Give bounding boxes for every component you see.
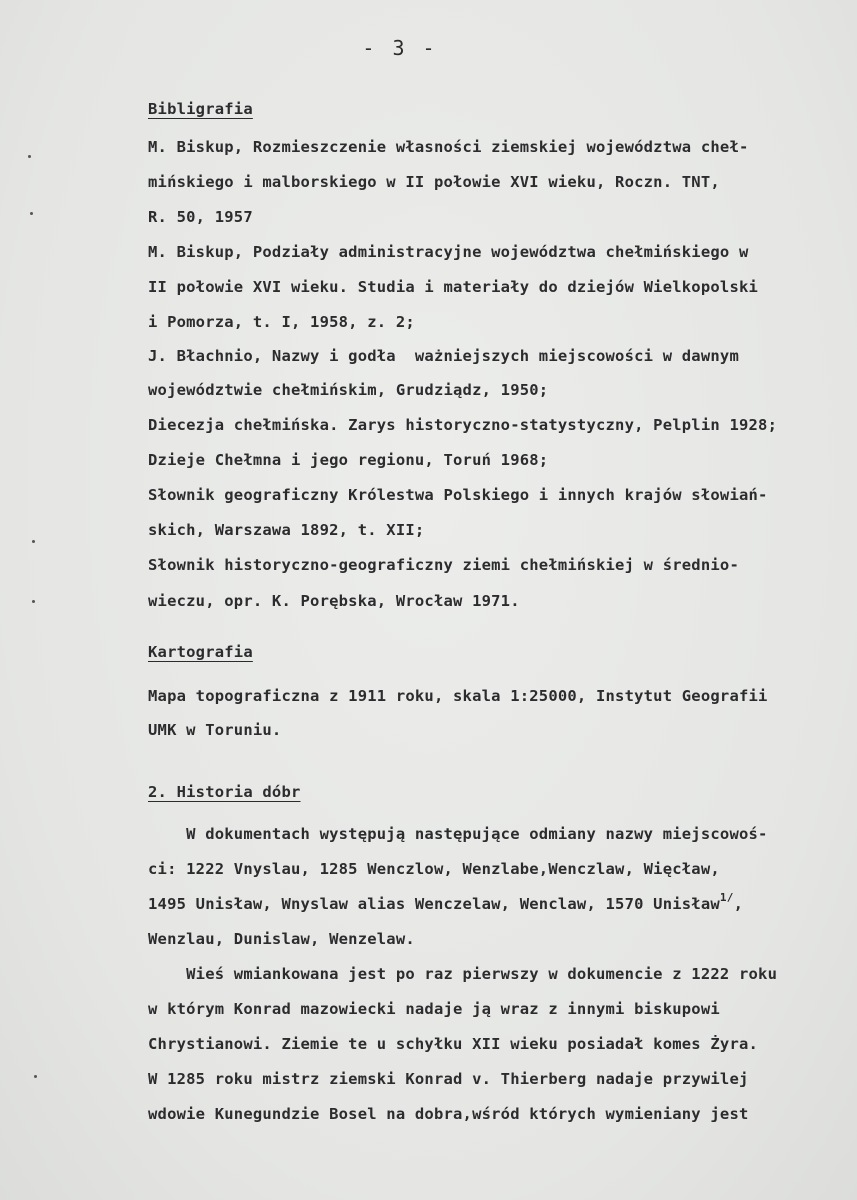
history-line: Chrystianowi. Ziemie te u schyłku XII wieku posiadał komes Żyra. — [148, 1035, 759, 1053]
cartography-line: UMK w Toruniu. — [148, 721, 282, 739]
bibliography-line: Diecezja chełmińska. Zarys historyczno-statystyczny, Pelplin 1928; — [148, 416, 778, 434]
section-heading-history: 2. Historia dóbr — [148, 783, 301, 801]
page-number: - 3 - — [362, 36, 438, 60]
margin-mark — [32, 540, 35, 543]
bibliography-line: Słownik geograficzny Królestwa Polskiego i innych krajów słowiań- — [148, 486, 768, 504]
bibliography-line: i Pomorza, t. I, 1958, z. 2; — [148, 313, 415, 331]
history-line: Wieś wmiankowana jest po raz pierwszy w dokumencie z 1222 roku — [148, 965, 778, 983]
margin-mark — [34, 1075, 37, 1078]
bibliography-line: R. 50, 1957 — [148, 208, 253, 226]
history-line-text: 1495 Unisław, Wnyslaw alias Wenczelaw, Wenclaw, 1570 Unisław — [148, 895, 720, 913]
margin-mark — [32, 600, 35, 603]
margin-mark — [30, 212, 33, 215]
bibliography-line: J. Błachnio, Nazwy i godła ważniejszych miejscowości w dawnym — [148, 347, 739, 365]
section-heading-bibliography: Bibligrafia — [148, 100, 253, 118]
margin-mark — [28, 155, 31, 158]
history-line: ci: 1222 Vnyslau, 1285 Wenczlow, Wenzlabe,Wenczlaw, Więcław, — [148, 860, 720, 878]
bibliography-line: wieczu, opr. K. Porębska, Wrocław 1971. — [148, 592, 520, 610]
bibliography-line: M. Biskup, Podziały administracyjne województwa chełmińskiego w — [148, 243, 749, 261]
bibliography-line: województwie chełmińskim, Grudziądz, 1950; — [148, 381, 549, 399]
history-line: wdowie Kunegundzie Bosel na dobra,wśród których wymieniany jest — [148, 1105, 749, 1123]
bibliography-line: skich, Warszawa 1892, t. XII; — [148, 521, 425, 539]
bibliography-line: II połowie XVI wieku. Studia i materiały do dziejów Wielkopolski — [148, 278, 759, 296]
bibliography-line: mińskiego i malborskiego w II połowie XVI wieku, Roczn. TNT, — [148, 173, 720, 191]
history-line: W dokumentach występują następujące odmiany nazwy miejscowoś- — [148, 825, 768, 843]
history-line: 1495 Unisław, Wnyslaw alias Wenczelaw, Wenclaw, 1570 Unisław$^{1/}$, — [148, 891, 744, 913]
bibliography-line: Dzieje Chełmna i jego regionu, Toruń 1968; — [148, 451, 549, 469]
bibliography-line: M. Biskup, Rozmieszczenie własności ziemskiej województwa cheł- — [148, 138, 749, 156]
cartography-line: Mapa topograficzna z 1911 roku, skala 1:25000, Instytut Geografii — [148, 687, 768, 705]
history-line: W 1285 roku mistrz ziemski Konrad v. Thierberg nadaje przywilej — [148, 1070, 749, 1088]
section-heading-cartography: Kartografia — [148, 643, 253, 661]
history-line: w którym Konrad mazowiecki nadaje ją wraz z innymi biskupowi — [148, 1000, 720, 1018]
history-line: Wenzlau, Dunislaw, Wenzelaw. — [148, 930, 415, 948]
footnote-reference: 1/ — [719, 891, 734, 904]
bibliography-line: Słownik historyczno-geograficzny ziemi chełmińskiej w średnio- — [148, 556, 739, 574]
